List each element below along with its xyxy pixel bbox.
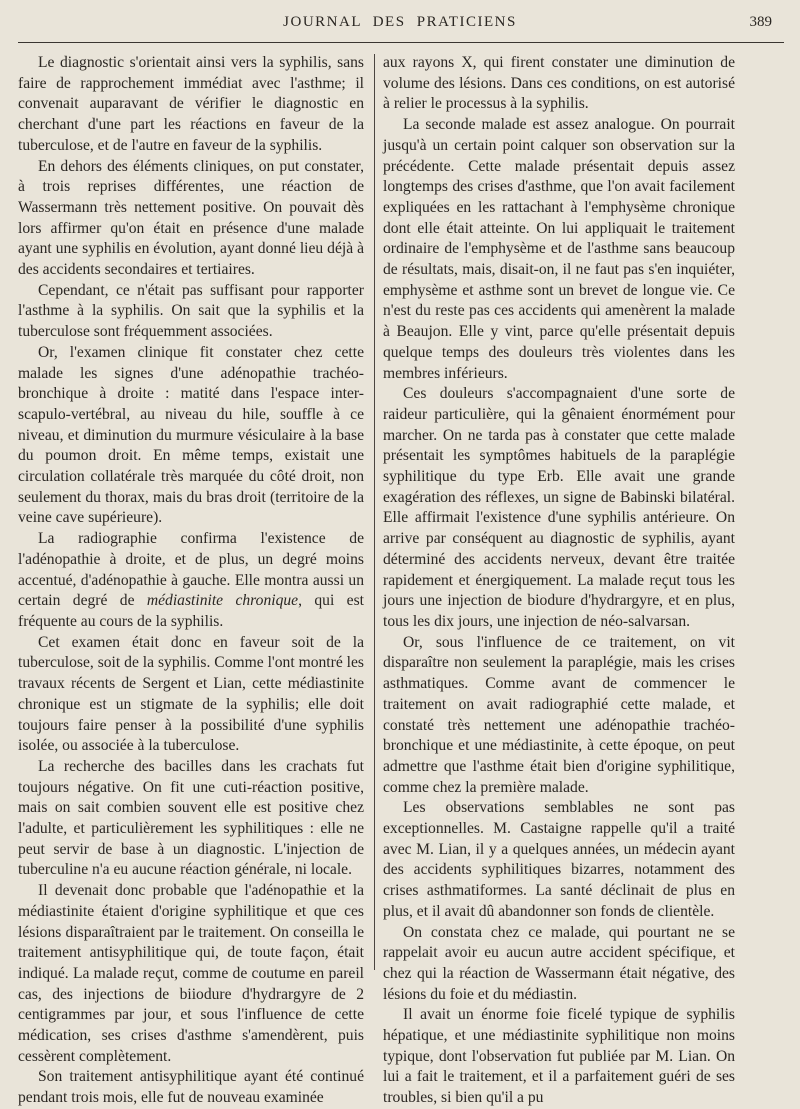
- running-title: JOURNAL DES PRATICIENS: [283, 14, 517, 30]
- paragraph: La seconde malade est assez analogue. On pourrait jusqu'à un certain point calquer son observation sur la précédente. Cette malade présentait depuis assez longtemps des crises d'asthme, que l'on avait facilement expliquées en les rattachant à l'emphysème chronique dont elle était atteinte. On lui appliquait le traitement ordinaire de l'emphysème et de l'asthme sans beaucoup de résultats, mais, disait-on, il ne faut pas s'en inquiéter, emphysème et asthme sont un brevet de longue vie. Ce n'est du reste pas ces accidents qui amenèrent la malade à Beaujon. Elle y vint, parce qu'elle présentait depuis quelque temps des douleurs très violentes dans les membres inférieurs.: [383, 116, 735, 382]
- left-column: [18, 53, 364, 1109]
- paragraph-continued: aux rayons X, qui firent constater une diminution de volume des lésions. Dans ces conditions, on est autorisé à relier le processus à la syphilis.: [383, 54, 735, 113]
- right-column: [383, 53, 735, 1109]
- paragraph: Or, l'examen clinique fit constater chez cette malade les signes d'une adénopathie trachéo-bronchique à droite : matité dans l'espace inter-scapulo-vertébral, au niveau du hile, souffle à ce niveau, et diminution du murmure vésiculaire à la base du poumon droit. En même temps, existait une circulation collatérale très marquée du côté droit, non seulement du thorax, mais du bras droit (territoire de la veine cave supérieure).: [18, 343, 364, 527]
- paragraph: Ces douleurs s'accompagnaient d'une sorte de raideur particulière, qui la gênaient énormément pour marcher. On ne tarda pas à constater que cette malade présentait les symptômes habituels de la paraplégie syphilitique du type Erb. Elle avait une grande exagération des réflexes, un signe de Babinski bilatéral. Elle affirmait l'existence d'une syphilis antérieure. On arrive par conséquent au diagnostic de syphilis, ayant déterminé des accidents nerveux, devant être traitée rapidement et énergiquement. La malade reçut tous les jours une injection de biodure d'hydrargyre, et en plus, tous les dix jours, une injection de néo-salvarsan.: [383, 385, 735, 630]
- paragraph: On constata chez ce malade, qui pourtant ne se rappelait avoir eu aucun autre accident spécifique, et chez qui la réaction de Wassermann était négative, des lésions du foie et du médiastin.: [383, 923, 735, 1003]
- paragraph: Cependant, ce n'était pas suffisant pour rapporter l'asthme à la syphilis. On sait que la syphilis et la tuberculose sont fréquemment associées.: [18, 281, 364, 341]
- paragraph: Son traitement antisyphilitique ayant été continué pendant trois mois, elle fut de nouveau examinée: [18, 1068, 364, 1107]
- paragraph-text: , qui est fréquente au cours de la syphilis.: [18, 592, 364, 630]
- page-number: 389: [749, 14, 772, 30]
- header-rule: [18, 42, 784, 43]
- paragraph: En dehors des éléments cliniques, on put constater, à trois reprises différentes, une réaction de Wassermann très nettement positive. On pouvait dès lors affirmer qu'on était en présence d'une malade ayant une syphilis en évolution, ayant donné lieu déjà à des accidents secondaires et tertiaires.: [18, 157, 364, 279]
- paragraph: Les observations semblables ne sont pas exceptionnelles. M. Castaigne rappelle qu'il a traité avec M. Lian, il y a quelques années, un médecin ayant des accidents syphilitiques bizarres, notamment des crises asthmatiformes. La santé déclinait de plus en plus, et il avait dû abandonner son fonds de clientèle.: [383, 799, 735, 920]
- paragraph: Le diagnostic s'orientait ainsi vers la syphilis, sans faire de rapprochement immédiat avec l'asthme; il convenait auparavant de vérifier le diagnostic en cherchant d'une part les réactions en faveur de la tuberculose, et de l'autre en faveur de la syphilis.: [18, 54, 364, 154]
- italic-term: médiastinite chronique: [146, 592, 299, 610]
- paragraph: Il avait un énorme foie ficelé typique de syphilis hépatique, et une médiastinite syphilitique non moins typique, dont l'observation fut publiée par M. Lian. On lui a fait le traitement, et il a parfaitement guéri de ses troubles, si bien qu'il a pu: [383, 1006, 735, 1107]
- paragraph: Il devenait donc probable que l'adénopathie et la médiastinite étaient d'origine syphilitique et que ces lésions disparaîtraient par le traitement. On conseilla le traitement antisyphilitique qui, de toute façon, était indiqué. La malade reçut, comme de coutume en pareil cas, des injections de biiodure d'hydrargyre de 2 centigrammes par jour, et sous l'influence de cette médication, ses crises d'asthme s'amendèrent, puis cessèrent complètement.: [18, 882, 364, 1065]
- paragraph: La recherche des bacilles dans les crachats fut toujours négative. On fit une cuti-réaction positive, mais on sait combien souvent elle est positive chez l'adulte, et particulièrement les syphilitiques : elle ne peut servir de base à un diagnostic. L'injection de tuberculine n'a eu aucune réaction générale, ni locale.: [18, 757, 364, 879]
- paragraph: Cet examen était donc en faveur soit de la tuberculose, soit de la syphilis. Comme l'ont montré les travaux récents de Sergent et Lian, cette médiastinite chronique est un stigmate de la syphilis; elle doit toujours faire penser à la possibilité d'une syphilis isolée, ou associée à la tuberculose.: [18, 633, 364, 755]
- column-divider: [374, 54, 375, 970]
- paragraph: Or, sous l'influence de ce traitement, on vit disparaître non seulement la paraplégie, mais les crises asthmatiques. Comme avant de commencer le traitement on avait radiographié cette malade, et constaté très nettement une adénopathie trachéo-bronchique et une médiastinite, à cette époque, on peut admettre que l'asthme était bien d'origine syphilitique, comme chez la première malade.: [383, 633, 735, 796]
- paragraph: [18, 529, 364, 633]
- paragraph-text: La radiographie confirma l'existence de l'adénopathie à droite, et de plus, un degré moins accentué, d'adénopathie à gauche. Elle montra aussi un certain degré de: [18, 530, 364, 610]
